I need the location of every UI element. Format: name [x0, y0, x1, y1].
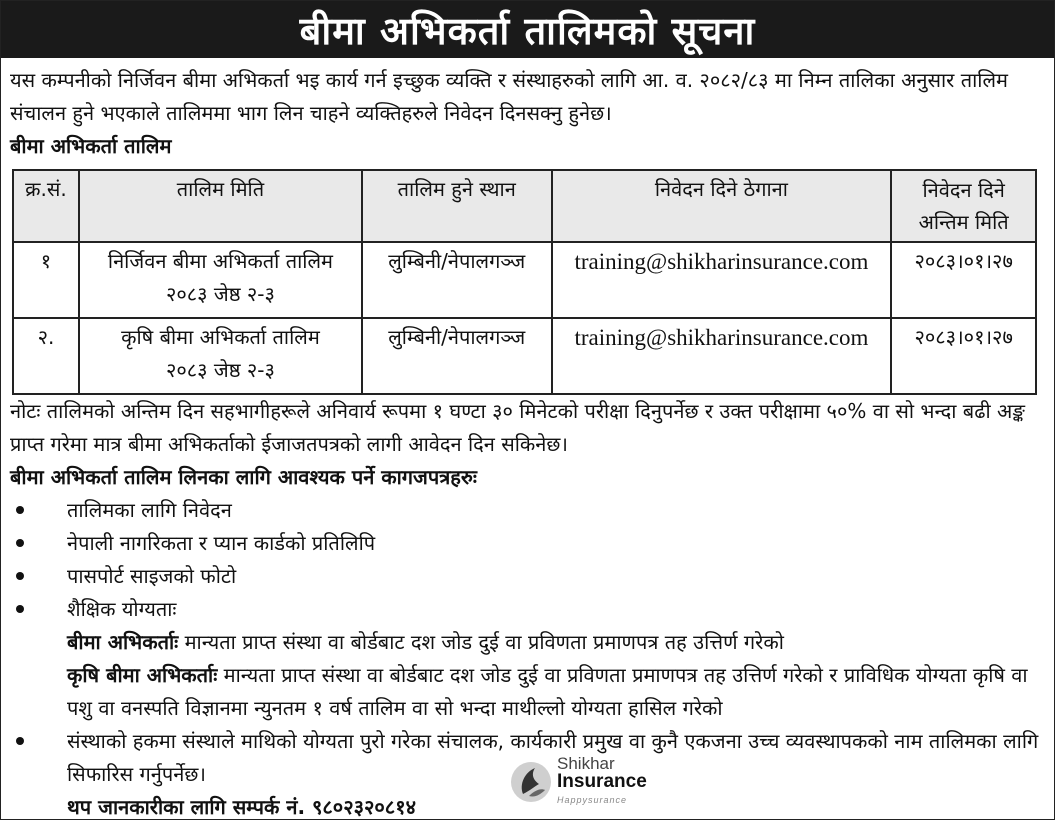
edu-agent-label: बीमा अभिकर्ताः — [67, 630, 179, 654]
cell-training — [79, 242, 362, 318]
col-header-sn: क्र.सं. — [13, 170, 79, 242]
training-name: कृषि बीमा अभिकर्ता तालिम — [121, 325, 320, 349]
documents-list — [10, 494, 1042, 626]
list-item: नेपाली नागरिकता र प्यान कार्डको प्रतिलिपि — [10, 527, 1042, 560]
edu-agent-line — [10, 626, 1042, 659]
company-logo — [509, 751, 669, 813]
training-name: निर्जिवन बीमा अभिकर्ता तालिम — [107, 249, 333, 273]
bullet-icon — [16, 737, 24, 745]
documents-heading: बीमा अभिकर्ता तालिम लिनका लागि आवश्यक पर्ने कागजपत्रहरुः — [10, 465, 477, 489]
list-item: पासपोर्ट साइजको फोटो — [10, 560, 1042, 593]
table-header-row — [13, 170, 1036, 242]
cell-deadline: २०८३।०१।२७ — [891, 318, 1036, 394]
contact-number: थप जानकारीका लागि सम्पर्क नं. ९८०२३२०८१४ — [67, 795, 417, 819]
list-item: संस्थाको हकमा संस्थाले माथिको योग्यता पुरो गरेका संचालक, कार्यकारी प्रमुख वा कुनै एकजना उच्च व्यवस्थापकको नाम तालिमका लागि सिफारिस गर्नुपर्नेछ। — [10, 725, 1042, 791]
bullet-icon — [16, 605, 24, 613]
col-header-address: निवेदन दिने ठेगाना — [552, 170, 892, 242]
table-row — [13, 242, 1036, 318]
logo-line1: Shikhar — [557, 754, 615, 773]
intro-paragraph: यस कम्पनीको निर्जिवन बीमा अभिकर्ता भइ कार्य गर्न इच्छुक व्यक्ति र संस्थाहरुको लागि आ. व. २०८२/८३ मा निम्न तालिका अनुसार तालिम संचालन हुने भएकाले तालिममा भाग लिन चाहने व्यक्तिहरुले निवेदन दिनसक्नु हुनेछ। — [10, 68, 1009, 125]
shikhar-logo-icon — [509, 760, 553, 804]
training-date: २०८३ जेष्ठ २-३ — [165, 282, 275, 306]
training-date: २०८३ जेष्ठ २-३ — [165, 358, 275, 382]
cell-deadline: २०८३।०१।२७ — [891, 242, 1036, 318]
section-heading: बीमा अभिकर्ता तालिम — [10, 134, 172, 158]
cell-training — [79, 318, 362, 394]
logo-line2: Insurance — [557, 771, 647, 792]
logo-text — [557, 755, 647, 809]
edu-agri-label: कृषि बीमा अभिकर्ताः — [67, 663, 218, 687]
col-header-place: तालिम हुने स्थान — [362, 170, 552, 242]
cell-place: लुम्बिनी/नेपालगञ्ज — [362, 242, 552, 318]
list-item: तालिमका लागि निवेदन — [10, 494, 1042, 527]
logo-tagline: Happysurance — [557, 795, 628, 805]
cell-email-link[interactable]: training@shikharinsurance.com — [552, 318, 892, 394]
notice-title: बीमा अभिकर्ता तालिमको सूचना — [1, 1, 1054, 58]
edu-agri-line — [10, 659, 1042, 725]
col-header-training-date: तालिम मिति — [79, 170, 362, 242]
training-table — [12, 169, 1037, 395]
cell-sn: २. — [13, 318, 79, 394]
edu-agri-text: मान्यता प्राप्त संस्था वा बोर्डबाट दश जोड दुई वा प्रविणता प्रमाणपत्र तह उत्तिर्ण गरेको र प्राविधिक योग्यता कृषि वा पशु वा वनस्पति विज्ञानमा न्युनतम १ वर्ष तालिम वा सो भन्दा माथील्लो योग्यता हासिल गरेको — [67, 663, 1028, 720]
cell-sn: १ — [13, 242, 79, 318]
cell-place: लुम्बिनी/नेपालगञ्ज — [362, 318, 552, 394]
bullet-icon — [16, 572, 24, 580]
bullet-icon — [16, 506, 24, 514]
list-item: शैक्षिक योग्यताः — [10, 593, 1042, 626]
cell-email-link[interactable]: training@shikharinsurance.com — [552, 242, 892, 318]
bullet-icon — [16, 539, 24, 547]
table-row — [13, 318, 1036, 394]
edu-agent-text: मान्यता प्राप्त संस्था वा बोर्डबाट दश जोड दुई वा प्रविणता प्रमाणपत्र तह उत्तिर्ण गरेको — [184, 630, 784, 654]
notice-content — [1, 58, 1054, 820]
col-header-deadline: निवेदन दिने अन्तिम मिति — [891, 170, 1036, 242]
exam-note: नोटः तालिमको अन्तिम दिन सहभागीहरूले अनिवार्य रूपमा १ घण्टा ३० मिनेटको परीक्षा दिनुपर्नेछ र उक्त परीक्षामा ५०% वा सो भन्दा बढी अङ्क प्राप्त गरेमा मात्र बीमा अभिकर्ताको ईजाजतपत्रको लागी आवेदन दिन सकिनेछ। — [10, 399, 1025, 456]
